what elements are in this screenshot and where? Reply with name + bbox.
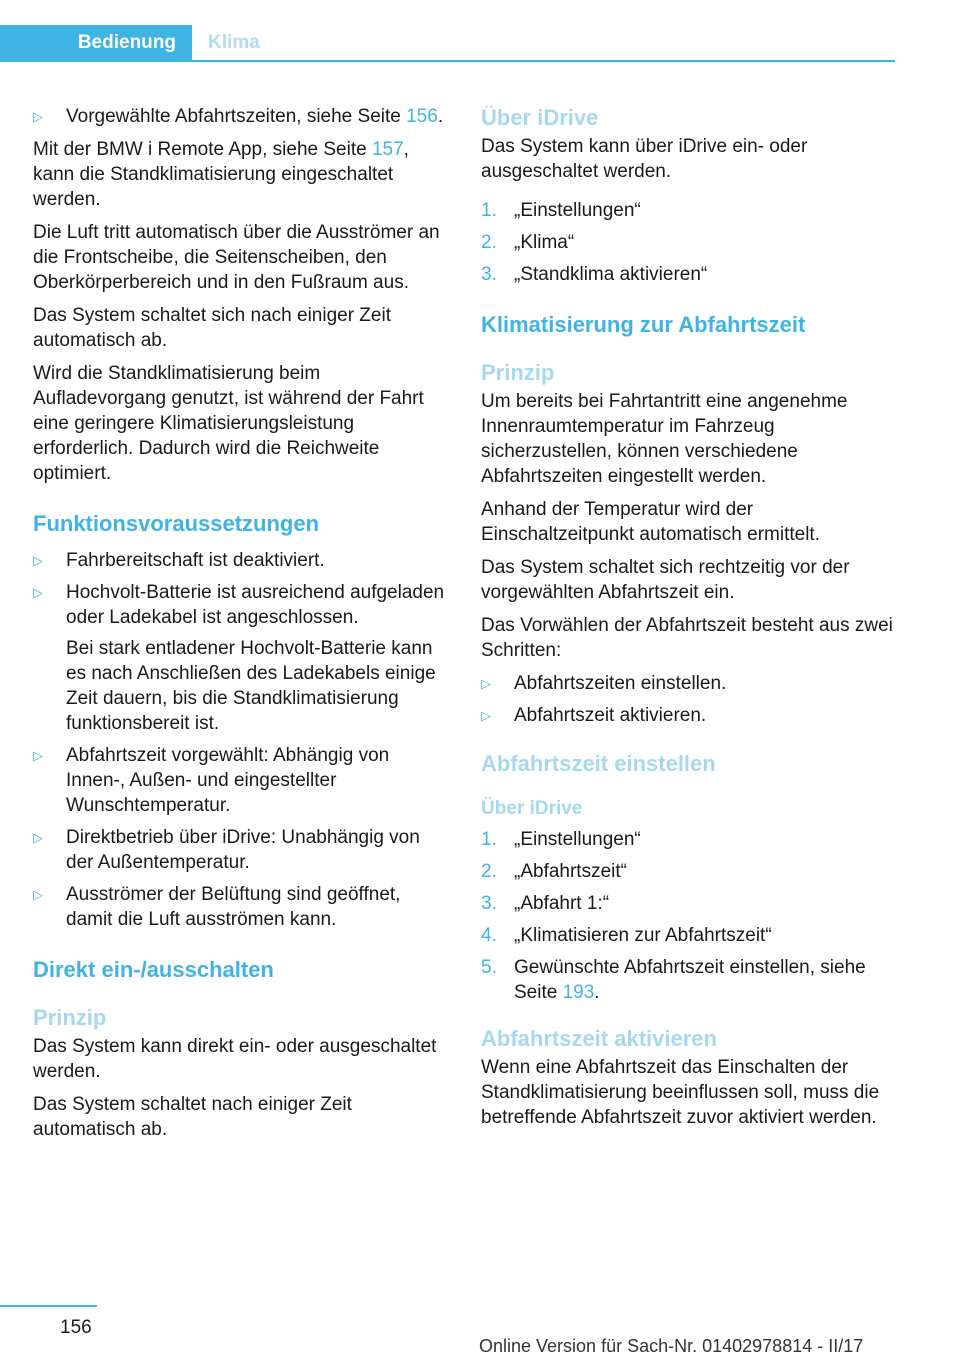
step-number: 1. [481,200,497,221]
list-item: ▷ Ausströmer der Belüftung sind geöffnet, damit die Luft ausströmen kann. [33,884,401,930]
step-number: 4. [481,925,497,946]
list-item: ▷ Abfahrtszeiten einstellen. [481,673,727,694]
list-item: ▷ Direktbetrieb über iDrive: Unabhängig von der Außentemperatur. [33,827,420,873]
schritte-list [481,671,897,728]
list-item: ▷ Abfahrtszeit aktivieren. [481,705,707,726]
einstellen-steps [481,827,897,1005]
triangle-bullet-icon: ▷ [33,830,43,845]
step-number: 1. [481,829,497,850]
heading-ueber-idrive: Über iDrive [481,105,599,130]
list-item: 3. „Abfahrt 1:“ [481,893,610,914]
heading-klimatisierung-abfahrtszeit: Klimatisierung zur Abfahrtszeit [481,312,806,337]
step-number: 2. [481,232,497,253]
idrive-steps [481,198,897,287]
heading-prinzip: Prinzip [33,1005,107,1030]
step-number: 3. [481,264,497,285]
list-item: ▷ Hochvolt-Batterie ist ausreichend aufgeladen oder Ladekabel ist angeschlossen. Bei stark entladener Hochvolt-Batterie kann es nach Anschließen des Ladekabels einige Zeit dauern, bis die Standklimatisierung funktionsbereit ist. [33,580,449,736]
heading-funktionsvoraussetzungen: Funktionsvoraussetzungen [33,511,320,536]
triangle-bullet-icon: ▷ [33,109,43,124]
intro-bullet-list [33,104,449,129]
list-item: 5. Gewünschte Abfahrtszeit einstellen, siehe Seite 193. [481,957,866,1003]
list-item: 3. „Standklima aktivieren“ [481,264,708,285]
step-number: 5. [481,957,497,978]
page-link-157[interactable]: 157 [371,139,404,160]
online-version-note: Online Version für Sach-Nr. 01402978814 - II/17 [479,1336,864,1356]
page-number: 156 [60,1317,92,1338]
page-link-156[interactable]: 156 [406,106,438,127]
right-column [481,104,897,1138]
list-item: ▷ Fahrbereitschaft ist deaktiviert. [33,550,325,571]
footer-rule [0,1305,97,1307]
paragraph-system: Das System schaltet sich nach einiger Zeit automatisch ab. [33,305,391,351]
heading-direkt-ein-ausschalten: Direkt ein-/ausschalten [33,957,274,982]
triangle-bullet-icon: ▷ [33,748,43,763]
triangle-bullet-icon: ▷ [33,585,43,600]
left-column [33,104,449,1150]
tab-bedienung[interactable]: Bedienung [0,25,192,61]
triangle-bullet-icon: ▷ [33,553,43,568]
tab-klima[interactable]: Klima [208,32,260,53]
list-item: ▷ Abfahrtszeit vorgewählt: Abhängig von Innen-, Außen- und eingestellter Wunschtemperatur. [33,745,390,816]
list-item: ▷ Vorgewählte Abfahrtszeiten, siehe Seite 156. [33,106,444,127]
paragraph-remote-app: Mit der BMW i Remote App, siehe Seite 157, kann die Standklimatisierung eingeschaltet werden. [33,139,409,210]
header-tabs [0,25,276,61]
list-item: 1. „Einstellungen“ [481,829,641,850]
paragraph-direkt-1: Das System kann direkt ein- oder ausgeschaltet werden. [33,1036,437,1082]
paragraph-luft: Die Luft tritt automatisch über die Ausströmer an die Frontscheibe, die Seitenscheiben, den Oberkörperbereich und in den Fußraum aus. [33,222,440,293]
paragraph-aktivieren: Wenn eine Abfahrtszeit das Einschalten der Standklimatisierung beeinflussen soll, muss die betreffende Abfahrtszeit zuvor aktiviert werden. [481,1057,880,1128]
list-item: 2. „Abfahrtszeit“ [481,861,627,882]
heading-prinzip: Prinzip [481,360,555,385]
step-number: 2. [481,861,497,882]
triangle-bullet-icon: ▷ [481,676,491,691]
paragraph-prinzip-2: Anhand der Temperatur wird der Einschaltzeitpunkt automatisch ermittelt. [481,499,820,545]
funktion-list [33,548,449,932]
paragraph-aufladevorgang: Wird die Standklimatisierung beim Aufladevorgang genutzt, ist während der Fahrt eine geringere Klimatisierungsleistung erforderlich. Dadurch wird die Reichweite optimiert. [33,363,424,484]
list-item: 2. „Klima“ [481,232,575,253]
page-link-193[interactable]: 193 [562,982,595,1003]
step-number: 3. [481,893,497,914]
list-item: 1. „Einstellungen“ [481,200,641,221]
paragraph-direkt-2: Das System schaltet nach einiger Zeit automatisch ab. [33,1094,352,1140]
paragraph-idrive: Das System kann über iDrive ein- oder ausgeschaltet werden. [481,136,808,182]
paragraph-prinzip-1: Um bereits bei Fahrtantritt eine angenehme Innenraumtemperatur im Fahrzeug sicherzustellen, können verschiedene Abfahrtszeiten eingestellt werden. [481,391,848,487]
heading-abfahrtszeit-aktivieren: Abfahrtszeit aktivieren [481,1026,717,1051]
heading-ueber-idrive-2: Über iDrive [481,798,583,819]
heading-abfahrtszeit-einstellen: Abfahrtszeit einstellen [481,751,716,776]
header-rule [0,60,895,62]
paragraph-prinzip-3: Das System schaltet sich rechtzeitig vor der vorgewählten Abfahrtszeit ein. [481,557,850,603]
list-item-note: Bei stark entladener Hochvolt-Batterie kann es nach Anschließen des Ladekabels einige Zeit dauern, bis die Standklimatisierung funktionsbereit ist. [66,638,436,734]
list-item: 4. „Klimatisieren zur Abfahrtszeit“ [481,925,772,946]
triangle-bullet-icon: ▷ [33,887,43,902]
paragraph-prinzip-4: Das Vorwählen der Abfahrtszeit besteht aus zwei Schritten: [481,615,893,661]
triangle-bullet-icon: ▷ [481,708,491,723]
